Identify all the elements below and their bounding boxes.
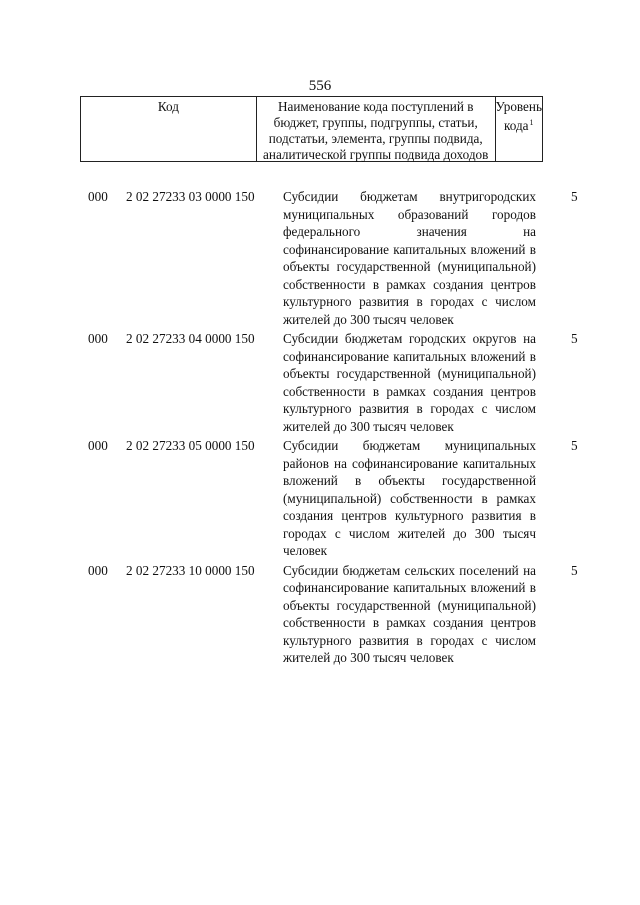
table-body (0, 188, 640, 669)
table-header (80, 96, 543, 162)
row-level: 5 (571, 562, 578, 578)
row-prefix: 000 (88, 189, 108, 204)
row-code: 2 02 27233 05 0000 150 (126, 438, 255, 453)
row-level: 5 (571, 438, 578, 453)
header-level-footnote: 1 (529, 118, 534, 127)
header-level (496, 97, 542, 161)
table-row (0, 562, 640, 667)
row-level: 5 (571, 189, 578, 204)
row-description: Субсидии бюджетам городских округов на софинансирование капитальных вложений в объекты государственной (муниципальной) собственности в рамках создания центров культурного развития в городах с числом жителей до 300 тысяч человек (283, 331, 536, 434)
page-number: 556 (308, 78, 332, 94)
row-description: Субсидии бюджетам внутригородских муниципальных образований городов федерального значения на софинансирование капитальных вложений в объекты государственной (муниципальной) собственности в рамках создания центров культурного развития в городах с числом жителей до 300 тысяч человек (283, 189, 536, 327)
header-name: Наименование кода поступлений в бюджет, группы, подгруппы, статьи, подстатьи, элемента, группы подвида, аналитической группы подвида доходов (257, 97, 496, 161)
row-prefix: 000 (88, 438, 108, 453)
row-description: Субсидии бюджетам муниципальных районов на софинансирование капитальных вложений в объекты государственной (муниципальной) собственности в рамках создания центров культурного развития в городах с числом жителей до 300 тысяч человек (283, 438, 536, 558)
row-description: Субсидии бюджетам сельских поселений на софинансирование капитальных вложений в объекты государственной (муниципальной) собственности в рамках создания центров культурного развития в городах с числом жителей до 300 тысяч человек (283, 562, 536, 665)
row-code: 2 02 27233 03 0000 150 (126, 189, 255, 204)
row-code: 2 02 27233 04 0000 150 (126, 331, 255, 346)
row-level: 5 (571, 331, 578, 346)
header-level-label: Уровень кода (495, 99, 542, 133)
row-prefix: 000 (88, 331, 108, 346)
header-code: Код (81, 97, 257, 161)
table-row (0, 330, 640, 435)
table-row (0, 188, 640, 328)
row-prefix: 000 (88, 562, 108, 578)
table-row (0, 437, 640, 560)
row-code: 2 02 27233 10 0000 150 (126, 562, 255, 578)
